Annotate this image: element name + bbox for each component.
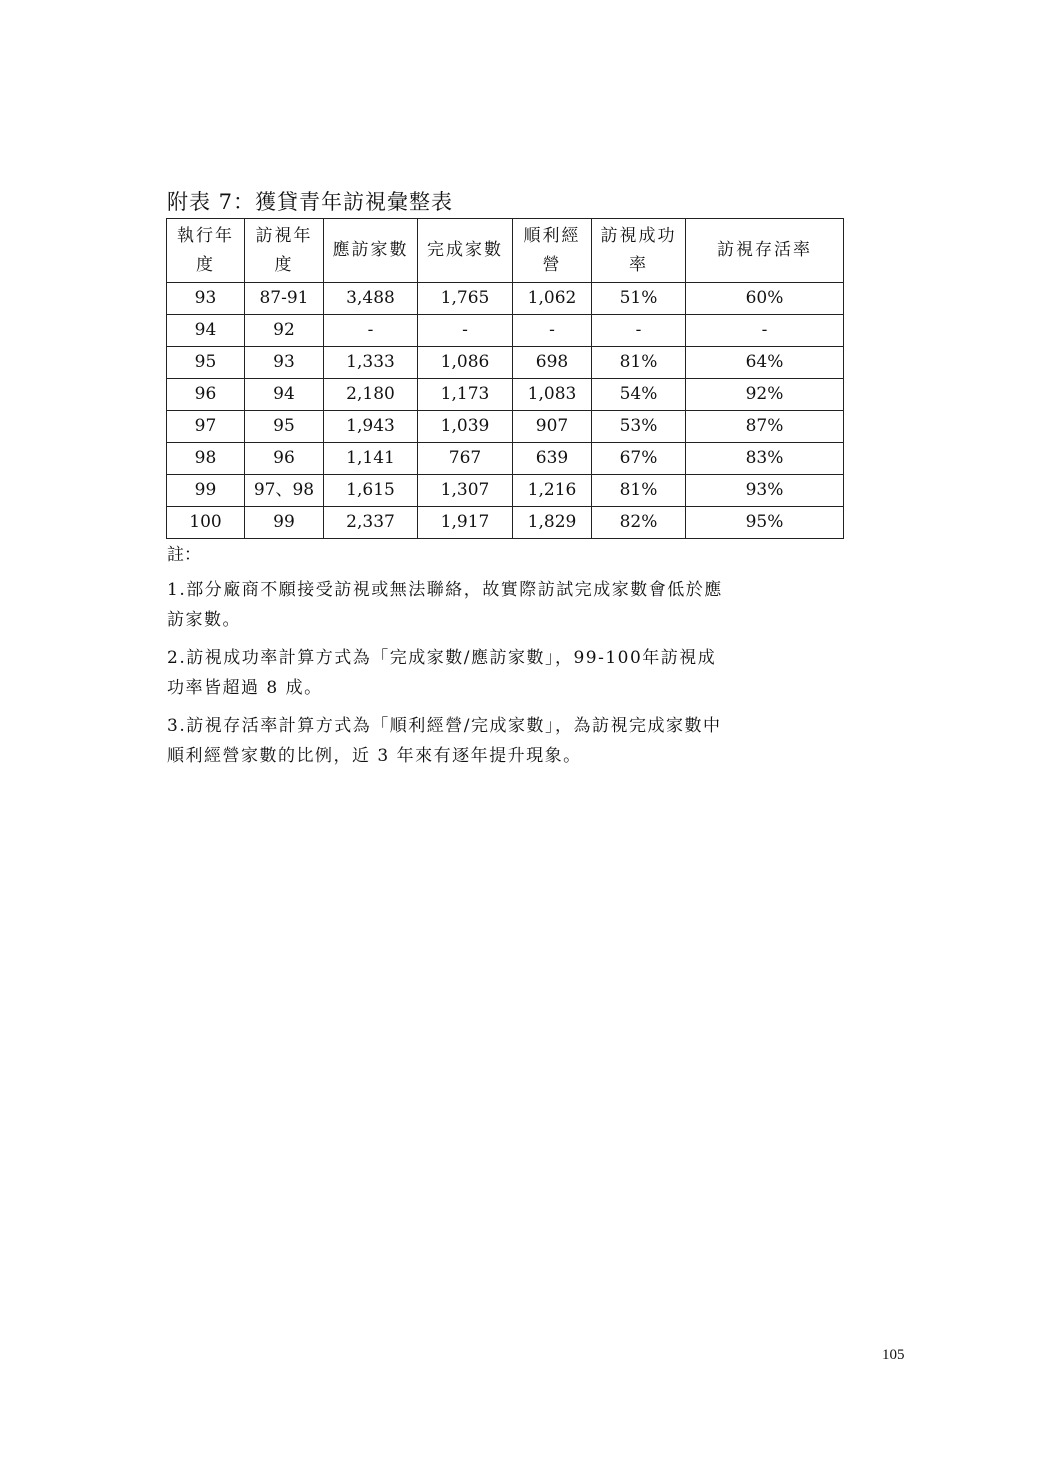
table-cell: 81% xyxy=(592,475,686,507)
header-cell xyxy=(167,219,245,283)
header-line: 訪視年 xyxy=(255,225,313,246)
table-cell: 64% xyxy=(686,347,844,379)
header-cell xyxy=(418,219,513,283)
table-cell: 93% xyxy=(686,475,844,507)
table-cell: 1,086 xyxy=(418,347,513,379)
table-cell: 83% xyxy=(686,443,844,475)
table-cell: 94 xyxy=(167,315,245,347)
header-line: 度 xyxy=(196,254,215,275)
table-row xyxy=(167,443,844,475)
table-cell: 1,943 xyxy=(324,411,418,443)
table-cell: 767 xyxy=(418,443,513,475)
table-cell: 99 xyxy=(245,507,324,539)
table-cell: 99 xyxy=(167,475,245,507)
table-cell: 2,337 xyxy=(324,507,418,539)
table-cell: 1,173 xyxy=(418,379,513,411)
notes-label: 註： xyxy=(167,545,201,565)
table-cell: 95% xyxy=(686,507,844,539)
table-row xyxy=(167,379,844,411)
table-cell: 98 xyxy=(167,443,245,475)
table-cell: 96 xyxy=(245,443,324,475)
table-row xyxy=(167,507,844,539)
table-cell: 81% xyxy=(592,347,686,379)
header-line: 完成家數 xyxy=(427,240,503,260)
table-cell: 1,216 xyxy=(513,475,592,507)
table-cell: 97 xyxy=(167,411,245,443)
table-row xyxy=(167,283,844,315)
table-caption: 附表 7：獲貸青年訪視彙整表 xyxy=(167,190,454,214)
header-line: 應訪家數 xyxy=(332,240,409,260)
table-cell: - xyxy=(686,315,844,347)
table-cell: 97、98 xyxy=(245,475,324,507)
table-cell: 1,765 xyxy=(418,283,513,315)
header-line: 順利經 xyxy=(523,225,581,246)
table-cell: 1,307 xyxy=(418,475,513,507)
table-cell: 60% xyxy=(686,283,844,315)
table-cell: 1,062 xyxy=(513,283,592,315)
header-line: 度 xyxy=(274,254,294,275)
table-cell: 1,333 xyxy=(324,347,418,379)
note-item: 3.訪視存活率計算方式為「順利經營/完成家數」，為訪視完成家數中順利經營家數的比例，近 3 年來有逐年提升現象。 xyxy=(167,716,722,766)
table-cell: 93 xyxy=(167,283,245,315)
page-number: 105 xyxy=(882,1347,905,1363)
header-cell xyxy=(324,219,418,283)
table-cell: 54% xyxy=(592,379,686,411)
table-cell: 94 xyxy=(245,379,324,411)
table-cell: 2,180 xyxy=(324,379,418,411)
table-cell: 96 xyxy=(167,379,245,411)
table-cell: 92% xyxy=(686,379,844,411)
table-row xyxy=(167,347,844,379)
header-line: 訪視成功 xyxy=(600,225,677,246)
table-cell: 100 xyxy=(167,507,245,539)
table-header-row xyxy=(167,219,844,283)
header-cell xyxy=(513,219,592,283)
table-cell: - xyxy=(418,315,513,347)
table-cell: 51% xyxy=(592,283,686,315)
header-cell xyxy=(592,219,686,283)
header-line: 執行年 xyxy=(177,225,234,246)
note-item: 1.部分廠商不願接受訪視或無法聯絡，故實際訪試完成家數會低於應訪家數。 xyxy=(167,580,723,630)
header-line: 訪視存活率 xyxy=(717,240,812,260)
table-row xyxy=(167,475,844,507)
table-row xyxy=(167,411,844,443)
table-cell: 87% xyxy=(686,411,844,443)
header-cell xyxy=(686,219,844,283)
table-cell: 1,083 xyxy=(513,379,592,411)
table-cell: 82% xyxy=(592,507,686,539)
table-cell: 639 xyxy=(513,443,592,475)
table-cell: 95 xyxy=(245,411,324,443)
table-cell: 3,488 xyxy=(324,283,418,315)
header-cell xyxy=(245,219,324,283)
table-row xyxy=(167,315,844,347)
table-cell: 698 xyxy=(513,347,592,379)
data-table xyxy=(166,218,844,539)
note-item: 2.訪視成功率計算方式為「完成家數/應訪家數」，99-100年訪視成功率皆超過 8 成。 xyxy=(167,648,717,698)
notes-section xyxy=(167,543,727,771)
table-cell: - xyxy=(513,315,592,347)
table-cell: 87-91 xyxy=(245,283,324,315)
header-line: 營 xyxy=(542,254,562,275)
table-cell: 95 xyxy=(167,347,245,379)
table-cell: 53% xyxy=(592,411,686,443)
table-cell: 92 xyxy=(245,315,324,347)
table-cell: 1,615 xyxy=(324,475,418,507)
table-cell: - xyxy=(324,315,418,347)
table-cell: 1,917 xyxy=(418,507,513,539)
table-cell: 1,141 xyxy=(324,443,418,475)
table-cell: 67% xyxy=(592,443,686,475)
table-cell: 1,829 xyxy=(513,507,592,539)
table-cell: - xyxy=(592,315,686,347)
table-cell: 1,039 xyxy=(418,411,513,443)
table-cell: 93 xyxy=(245,347,324,379)
table-cell: 907 xyxy=(513,411,592,443)
header-line: 率 xyxy=(629,254,648,275)
